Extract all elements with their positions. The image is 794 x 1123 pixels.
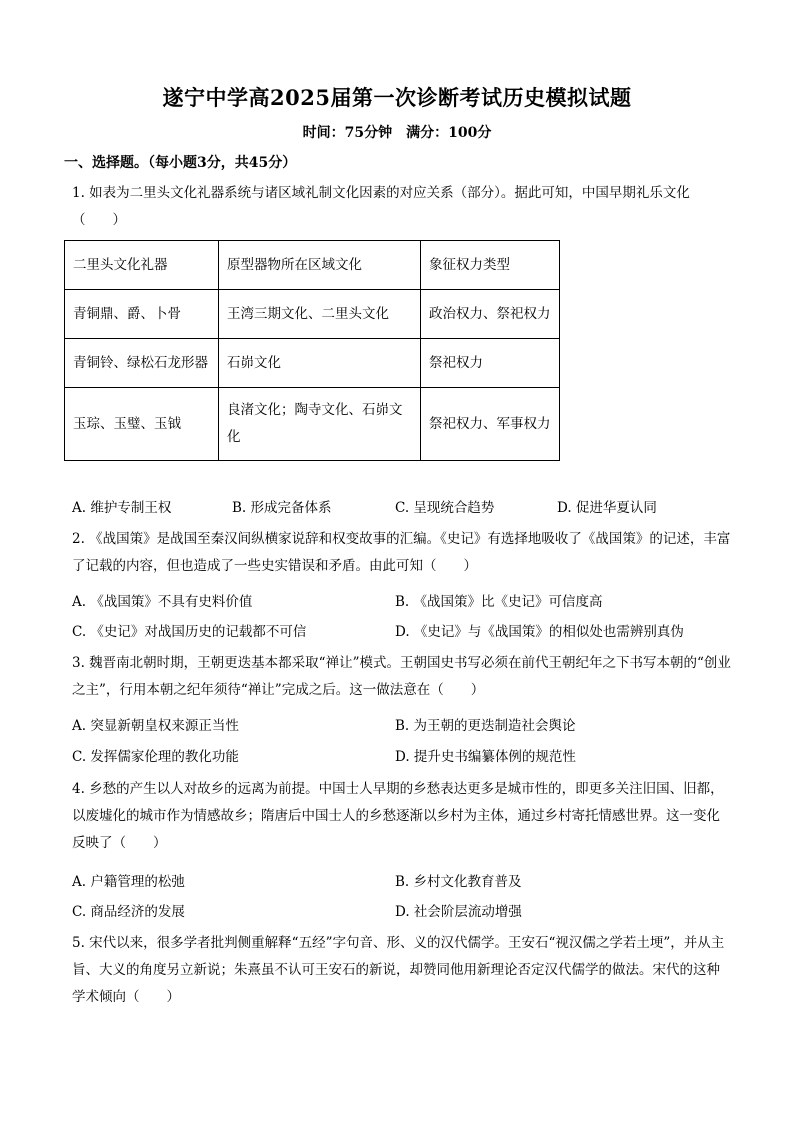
question-3-option-c[interactable]: C. 发挥儒家伦理的教化功能	[72, 749, 239, 765]
question-3-option-a[interactable]: A. 突显新朝皇权来源正当性	[72, 718, 239, 734]
question-1-option-d[interactable]: D. 促进华夏认同	[557, 500, 657, 516]
question-1-option-a[interactable]: A. 维护专制王权	[72, 500, 172, 516]
question-4-stem: 4. 乡愁的产生以人对故乡的远离为前提。中国士人早期的乡愁表达更多是城市性的，即更多关注旧国、旧都，以废墟化的城市作为情感故乡；隋唐后中国士人的乡愁逐渐以乡村为主体，通过乡村寄托情感世界。这一变化反映了（ ）	[72, 781, 724, 851]
table-cell: 象征权力类型	[421, 241, 560, 290]
table-cell: 玉琮、玉璧、玉钺	[65, 388, 219, 461]
table-cell: 青铜铃、绿松石龙形器	[65, 339, 219, 388]
table-cell: 祭祀权力	[421, 339, 560, 388]
question-1-option-c[interactable]: C. 呈现统合趋势	[395, 500, 495, 516]
table-row	[65, 339, 560, 388]
question-1-table	[64, 240, 560, 461]
table-row	[65, 290, 560, 339]
question-3-option-d[interactable]: D. 提升史书编纂体例的规范性	[395, 749, 576, 765]
question-4-option-b[interactable]: B. 乡村文化教育普及	[395, 874, 522, 890]
question-3-stem: 3. 魏晋南北朝时期，王朝更迭基本都采取“禅让”模式。王朝国史书写必须在前代王朝纪年之下书写本朝的“创业之主”，行用本朝之纪年须待“禅让”完成之后。这一做法意在（ ）	[72, 655, 731, 698]
table-cell: 政治权力、祭祀权力	[421, 290, 560, 339]
question-2-option-c[interactable]: C. 《史记》对战国历史的记载都不可信	[72, 624, 307, 640]
question-4-option-c[interactable]: C. 商品经济的发展	[72, 904, 185, 920]
table-cell: 王湾三期文化、二里头文化	[219, 290, 421, 339]
question-1-stem: 1. 如表为二里头文化礼器系统与诸区域礼制文化因素的对应关系（部分）。据此可知，中国早期礼乐文化（ ）	[72, 185, 690, 228]
question-4-option-a[interactable]: A. 户籍管理的松弛	[72, 874, 185, 890]
table-header-row	[65, 241, 560, 290]
question-2-option-d[interactable]: D. 《史记》与《战国策》的相似处也需辨别真伪	[395, 624, 684, 640]
question-5-stem: 5. 宋代以来，很多学者批判侧重解释“五经”字句音、形、义的汉代儒学。王安石“视汉儒之学若土埂”，并从主旨、大义的角度另立新说；朱熹虽不认可王安石的新说，却赞同他用新理论否定汉代儒学的做法。宋代的这种学术倾向（ ）	[72, 935, 725, 1005]
table-cell: 青铜鼎、爵、卜骨	[65, 290, 219, 339]
table-cell: 祭祀权力、军事权力	[421, 388, 560, 461]
question-2-option-a[interactable]: A. 《战国策》不具有史料价值	[72, 594, 253, 610]
question-2-stem: 2. 《战国策》是战国至秦汉间纵横家说辞和权变故事的汇编。《史记》有选择地吸收了《战国策》的记述，丰富了记载的内容，但也造成了一些史实错误和矛盾。由此可知（ ）	[72, 531, 731, 574]
question-1-option-b[interactable]: B. 形成完备体系	[232, 500, 332, 516]
question-2-option-b[interactable]: B. 《战国策》比《史记》可信度高	[395, 594, 603, 610]
exam-time-score: 时间：75分钟 满分：100分	[302, 125, 492, 141]
question-4-option-d[interactable]: D. 社会阶层流动增强	[395, 904, 522, 920]
section-heading: 一、选择题。（每小题3分，共45分）	[64, 155, 297, 171]
question-3-option-b[interactable]: B. 为王朝的更迭制造社会舆论	[395, 718, 576, 734]
table-cell: 良渚文化；陶寺文化、石峁文化	[219, 388, 421, 461]
table-row	[65, 388, 560, 461]
table-cell: 石峁文化	[219, 339, 421, 388]
table-cell: 原型器物所在区域文化	[219, 241, 421, 290]
exam-title: 遂宁中学高2025届第一次诊断考试历史模拟试题	[162, 85, 632, 110]
table-cell: 二里头文化礼器	[65, 241, 219, 290]
